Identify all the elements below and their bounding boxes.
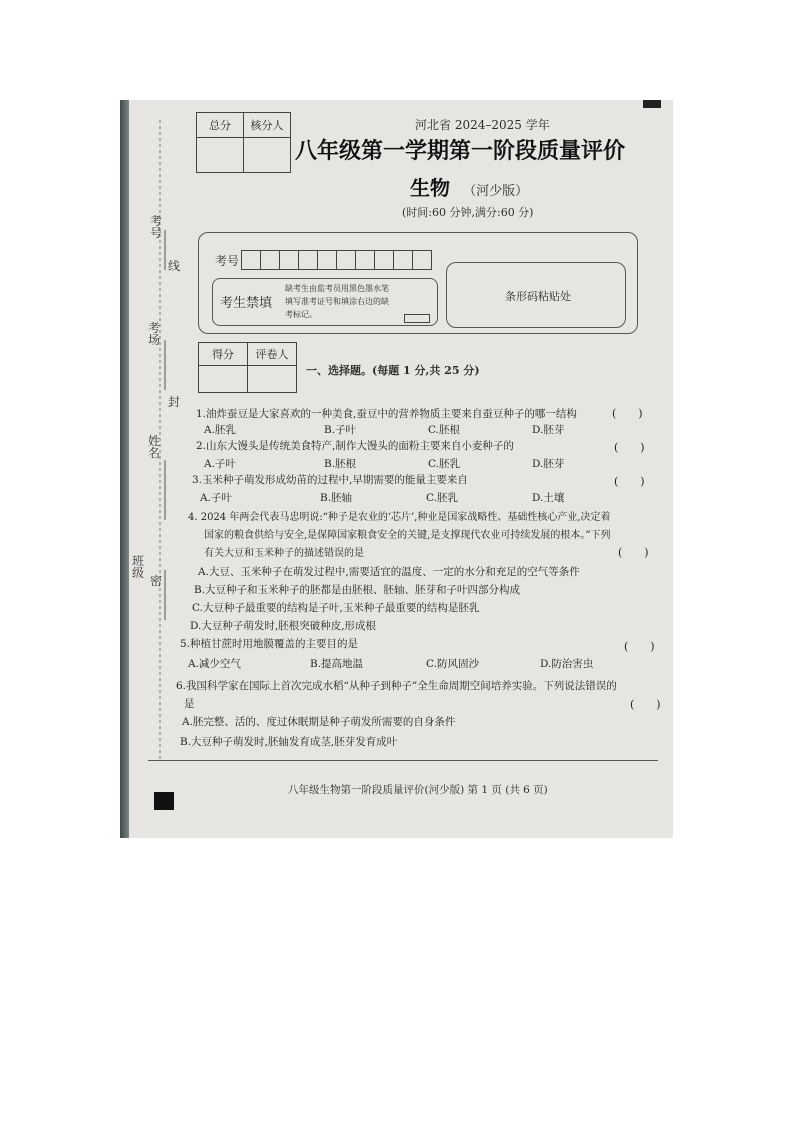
province-year: 河北省 2024–2025 学年	[415, 118, 550, 132]
page-footer: 八年级生物第一阶段质量评价(河少版) 第 1 页 (共 6 页)	[288, 784, 548, 796]
absent-note-line: 考标记。	[285, 310, 317, 319]
section-grader-header: 评卷人	[248, 343, 297, 366]
option[interactable]: D.防治害虫	[540, 658, 594, 670]
footer-rule	[148, 760, 658, 761]
option[interactable]: C.胚乳	[428, 458, 460, 470]
option[interactable]: A.子叶	[204, 458, 236, 470]
question-6-stem: 6.我国科学家在国际上首次完成水稻“从种子到种子”全生命周期空间培养实验。下列说法错误的	[176, 680, 617, 692]
section-score-header: 得分	[199, 343, 248, 366]
section-heading: 一、选择题。(每题 1 分,共 25 分)	[306, 364, 480, 377]
answer-paren[interactable]: ( )	[618, 546, 649, 559]
seal-line-char: 线	[168, 259, 181, 273]
option[interactable]: B.胚根	[324, 458, 357, 470]
name-label: 姓名	[148, 434, 161, 460]
option[interactable]: A.子叶	[200, 492, 232, 504]
option[interactable]: A.减少空气	[188, 658, 241, 670]
option[interactable]: B.大豆种子和玉米种子的胚都是由胚根、胚轴、胚芽和子叶四部分构成	[194, 584, 521, 596]
question-6-stem: 是	[184, 698, 195, 710]
seal-line	[120, 100, 180, 838]
answer-paren[interactable]: ( )	[614, 475, 645, 488]
option[interactable]: A.胚乳	[204, 424, 236, 436]
exam-no-cells[interactable]	[242, 250, 432, 270]
exam-no-label: 考号	[150, 214, 163, 240]
exam-title: 八年级第一学期第一阶段质量评价	[295, 138, 626, 164]
exam-photo	[120, 100, 673, 838]
section-grader-cell[interactable]	[248, 366, 297, 393]
total-score-cell[interactable]	[197, 138, 244, 173]
option[interactable]: B.胚轴	[320, 492, 353, 504]
seal-mi-char: 密	[150, 574, 163, 588]
option[interactable]: C.大豆种子最重要的结构是子叶,玉米种子最重要的结构是胚乳	[192, 602, 480, 614]
corner-marker	[643, 100, 661, 108]
option[interactable]: C.防风固沙	[426, 658, 479, 670]
absent-note-line: 缺考生由监考员用黑色墨水笔	[285, 284, 389, 293]
question-5-stem: 5.种植甘蔗时用地膜覆盖的主要目的是	[180, 638, 359, 650]
section-score-table	[198, 342, 297, 393]
score-checker-header: 核分人	[244, 113, 291, 138]
option[interactable]: D.大豆种子萌发时,胚根突破种皮,形成根	[190, 620, 377, 632]
option[interactable]: A.大豆、玉米种子在萌发过程中,需要适宜的温度、一定的水分和充足的空气等条件	[198, 566, 580, 578]
section-score-cell[interactable]	[199, 366, 248, 393]
option[interactable]: D.胚芽	[532, 458, 565, 470]
subject-line	[410, 172, 528, 201]
total-score-table	[196, 112, 291, 173]
question-4-stem: 国家的粮食供给与安全,是保障国家粮食安全的关键,是支撑现代农业可持续发展的根本。”下列	[204, 530, 611, 541]
question-4-stem: 有关大豆和玉米种子的描述错误的是	[204, 548, 364, 559]
edition: （河少版）	[463, 184, 529, 199]
absent-mark-box[interactable]	[404, 314, 430, 323]
option[interactable]: B.子叶	[324, 424, 357, 436]
answer-paren[interactable]: ( )	[624, 640, 655, 653]
score-checker-cell[interactable]	[244, 138, 291, 173]
option[interactable]: A.胚完整、活的、度过休眠期是种子萌发所需要的自身条件	[182, 716, 456, 728]
question-2-stem: 2.山东大馒头是传统美食特产,制作大馒头的面粉主要来自小麦种子的	[196, 440, 514, 452]
option[interactable]: C.胚乳	[426, 492, 458, 504]
answer-paren[interactable]: ( )	[612, 407, 643, 420]
answer-paren[interactable]: ( )	[630, 698, 661, 711]
barcode-label: 条形码粘贴处	[505, 290, 571, 303]
time-info: (时间:60 分钟,满分:60 分)	[402, 206, 534, 219]
exam-no-field-label: 考号	[215, 254, 240, 268]
question-3-stem: 3.玉米种子萌发形成幼苗的过程中,早期需要的能量主要来自	[192, 474, 468, 486]
exam-room-label: 考场	[148, 321, 161, 347]
class-label: 班级	[132, 554, 145, 580]
option[interactable]: C.胚根	[428, 424, 460, 436]
seal-feng-char: 封	[168, 395, 181, 409]
question-4-stem: 4. 2024 年两会代表马忠明说:“种子是农业的‘芯片’,种业是国家战略性、基础性核心产业,决定着	[188, 512, 611, 523]
answer-paren[interactable]: ( )	[614, 441, 645, 454]
option[interactable]: B.提高地温	[310, 658, 364, 670]
absent-note	[285, 282, 389, 321]
forbidden-label: 考生禁填	[220, 296, 273, 311]
total-score-header: 总分	[197, 113, 244, 138]
option[interactable]: D.胚芽	[532, 424, 565, 436]
absent-note-line: 填写准考证号和填涂右边的缺	[285, 297, 389, 306]
subject: 生物	[410, 176, 450, 200]
option[interactable]: D.土壤	[532, 492, 565, 504]
question-1-stem: 1.油炸蚕豆是大家喜欢的一种美食,蚕豆中的营养物质主要来自蚕豆种子的哪一结构	[196, 408, 577, 420]
option[interactable]: B.大豆种子萌发时,胚轴发育成茎,胚芽发育成叶	[180, 736, 398, 748]
